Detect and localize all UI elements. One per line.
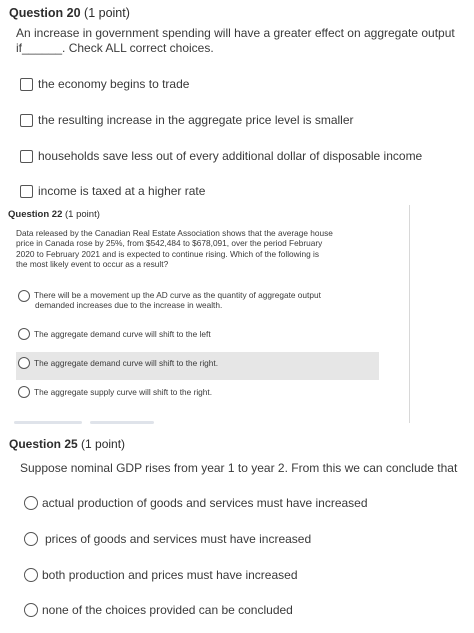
question-25-title: Question 25 (1 point) (9, 437, 126, 451)
checkbox-icon[interactable] (20, 150, 33, 163)
question-20-prompt: An increase in government spending will have a greater effect on aggregate output if______. Check ALL correct choices. (16, 26, 455, 55)
q22-option-2[interactable]: The aggregate demand curve will shift to the left (18, 328, 211, 340)
checkbox-icon[interactable] (20, 185, 33, 198)
checkbox-icon[interactable] (20, 114, 33, 127)
radio-icon[interactable] (18, 290, 30, 302)
q22-option-4[interactable]: The aggregate supply curve will shift to the right. (18, 386, 212, 398)
radio-icon[interactable] (18, 386, 30, 398)
q20-option-1[interactable]: the economy begins to trade (20, 77, 189, 91)
checkbox-icon[interactable] (20, 78, 33, 91)
radio-icon[interactable] (24, 532, 38, 546)
q20-option-4[interactable]: income is taxed at a higher rate (20, 184, 205, 198)
question-22-title: Question 22 (1 point) (8, 209, 100, 220)
radio-icon[interactable] (24, 568, 38, 582)
radio-icon[interactable] (18, 357, 30, 369)
radio-icon[interactable] (24, 496, 38, 510)
q25-option-2[interactable]: prices of goods and services must have increased (24, 532, 311, 546)
tab-strip-right (90, 421, 154, 424)
tab-strip-left (14, 421, 82, 424)
question-20-title: Question 20 (1 point) (9, 6, 130, 20)
q22-option-1[interactable]: There will be a movement up the AD curve as the quantity of aggregate output demanded increases due to the increase in wealth. (18, 290, 321, 310)
question-25-prompt: Suppose nominal GDP rises from year 1 to year 2. From this we can conclude that (20, 461, 458, 475)
radio-icon[interactable] (24, 603, 38, 617)
radio-icon[interactable] (18, 328, 30, 340)
q25-option-3[interactable]: both production and prices must have increased (24, 568, 298, 582)
q22-option-3[interactable]: The aggregate demand curve will shift to the right. (18, 357, 218, 369)
q20-option-2[interactable]: the resulting increase in the aggregate price level is smaller (20, 113, 354, 127)
question-22-prompt: Data released by the Canadian Real Estate Association shows that the average house price in Canada rose by 25%, from $542,484 to $678,091, over the period February 2020 to February 2021 and is expected to continue rising. Which of the following is the most likely event to occur as a result? (16, 228, 333, 269)
q25-option-4[interactable]: none of the choices provided can be concluded (24, 603, 293, 617)
panel-divider (409, 205, 410, 423)
q25-option-1[interactable]: actual production of goods and services must have increased (24, 496, 368, 510)
q20-option-3[interactable]: households save less out of every additional dollar of disposable income (20, 149, 422, 163)
